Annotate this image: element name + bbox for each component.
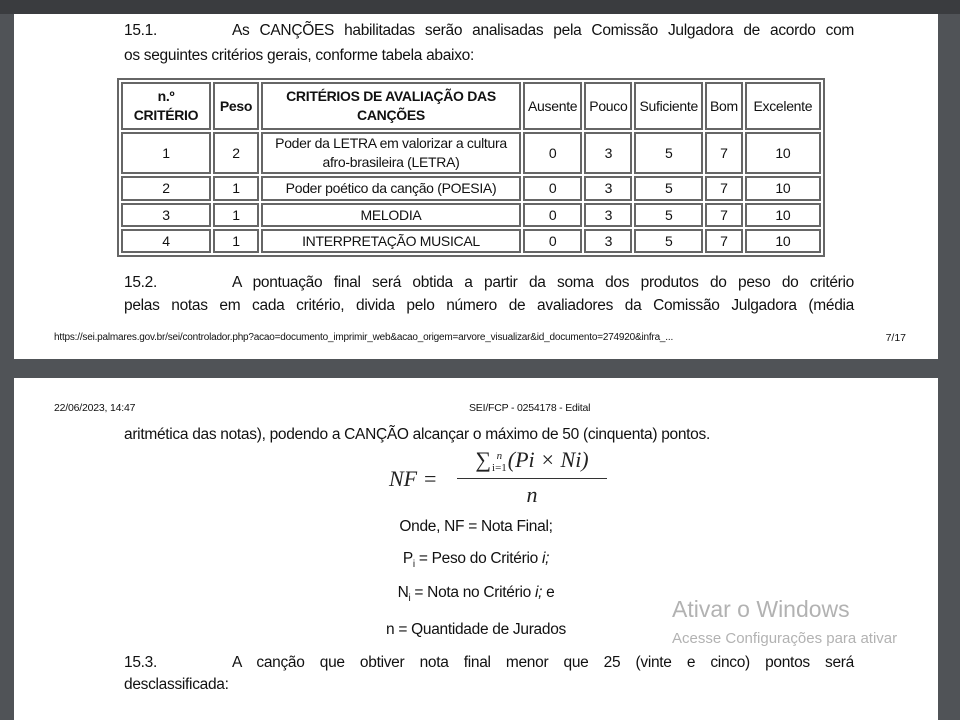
paragraph-15-2-line2: pelas notas em cada critério, divida pelo número de avaliadores da Comissão Julgadora (média (124, 297, 854, 314)
sum-symbol: ∑ (475, 447, 492, 472)
definition-pi (14, 550, 938, 570)
table-row (121, 203, 821, 227)
table-row (121, 229, 821, 253)
paragraph-15-3-line2: desclassificada: (124, 676, 229, 693)
sub: i (408, 593, 411, 605)
formula-numerator (457, 444, 607, 479)
text: = Peso do Critério (414, 550, 542, 567)
cell: 10 (745, 229, 821, 253)
cell: 5 (634, 176, 702, 201)
table-row (121, 176, 821, 201)
header-cell: Bom (705, 82, 743, 130)
text: A canção que obtiver nota final menor que 25 (vinte e cinco) pontos será (232, 654, 854, 671)
header-date: 22/06/2023, 14:47 (54, 402, 136, 414)
cell: MELODIA (261, 203, 521, 227)
cell: Poder poético da canção (POESIA) (261, 176, 521, 201)
viewer-toolbar (0, 0, 960, 14)
table-header-row (121, 82, 821, 130)
section-number: 15.3. (124, 654, 157, 671)
cell: 4 (121, 229, 211, 253)
cell: Poder da LETRA em valorizar a cultura afro-brasileira (LETRA) (261, 132, 521, 174)
italic: i; (534, 584, 543, 601)
cell: 0 (523, 176, 582, 201)
cell: 1 (121, 132, 211, 174)
page-footer (54, 332, 906, 344)
definition-n: n = Quantidade de Jurados (386, 621, 566, 638)
header-cell: n.º CRITÉRIO (121, 82, 211, 130)
cell: 3 (584, 203, 632, 227)
header-title: SEI/FCP - 0254178 - Edital (469, 402, 591, 414)
header-cell: CRITÉRIOS DE AVALIAÇÃO DAS CANÇÕES (261, 82, 521, 130)
table-row (121, 132, 821, 174)
cell: 3 (584, 132, 632, 174)
paragraph-15-2-line1 (124, 274, 854, 292)
definition-nf: Onde, NF = Nota Final; (399, 518, 553, 535)
var: N (397, 584, 409, 601)
footer-page-number: 7/17 (885, 332, 906, 344)
cell: 3 (584, 229, 632, 253)
cell: 10 (745, 132, 821, 174)
activation-watermark-subtitle: Acesse Configurações para ativar (672, 630, 898, 647)
cell: 7 (705, 203, 743, 227)
sum-lower: i=1 (492, 461, 507, 474)
header-cell: Suficiente (634, 82, 702, 130)
activation-watermark-title: Ativar o Windows (672, 596, 850, 622)
paragraph-15-1-line2: os seguintes critérios gerais, conforme tabela abaixo: (124, 47, 474, 64)
paragraph-15-1-line1 (124, 22, 854, 40)
cell: 7 (705, 176, 743, 201)
header-cell: Pouco (584, 82, 632, 130)
cell: 7 (705, 132, 743, 174)
text: e (542, 584, 555, 601)
cell: 2 (121, 176, 211, 201)
sum-limits (492, 450, 507, 474)
pdf-page-8 (14, 378, 938, 720)
criteria-table (117, 78, 825, 257)
cell: 10 (745, 203, 821, 227)
italic: i; (541, 550, 550, 567)
text: = Nota no Critério (410, 584, 535, 601)
cell: 2 (213, 132, 259, 174)
header-cell: Excelente (745, 82, 821, 130)
header-cell: Peso (213, 82, 259, 130)
formula-denominator: n (526, 482, 538, 507)
sum-body: (Pi × Ni) (507, 447, 589, 472)
var: P (402, 550, 413, 567)
paragraph-15-3-line1 (124, 654, 854, 672)
section-number: 15.1. (124, 22, 157, 39)
cell: 1 (213, 229, 259, 253)
cell: 5 (634, 229, 702, 253)
formula-lhs: NF = (389, 466, 438, 491)
pdf-page-7 (14, 14, 938, 359)
cell: 3 (584, 176, 632, 201)
cell: 1 (213, 203, 259, 227)
cell: INTERPRETAÇÃO MUSICAL (261, 229, 521, 253)
section-number: 15.2. (124, 274, 157, 291)
cell: 0 (523, 132, 582, 174)
paragraph-continuation: aritmética das notas), podendo a CANÇÃO alcançar o máximo de 50 (cinquenta) pontos. (124, 426, 710, 443)
cell: 3 (121, 203, 211, 227)
cell: 10 (745, 176, 821, 201)
sub: i (412, 559, 415, 571)
cell: 5 (634, 203, 702, 227)
header-cell: Ausente (523, 82, 582, 130)
cell: 1 (213, 176, 259, 201)
cell: 0 (523, 229, 582, 253)
cell: 0 (523, 203, 582, 227)
text: A pontuação final será obtida a partir da soma dos produtos do peso do critério (232, 274, 854, 291)
footer-url: https://sei.palmares.gov.br/sei/controlador.php?acao=documento_imprimir_web&acao_origem=arvore_visualizar&id_documento=274920&infra_... (54, 332, 674, 343)
cell: 5 (634, 132, 702, 174)
sum-upper: n (496, 449, 503, 462)
text: As CANÇÕES habilitadas serão analisadas pela Comissão Julgadora de acordo com (232, 22, 854, 39)
cell: 7 (705, 229, 743, 253)
